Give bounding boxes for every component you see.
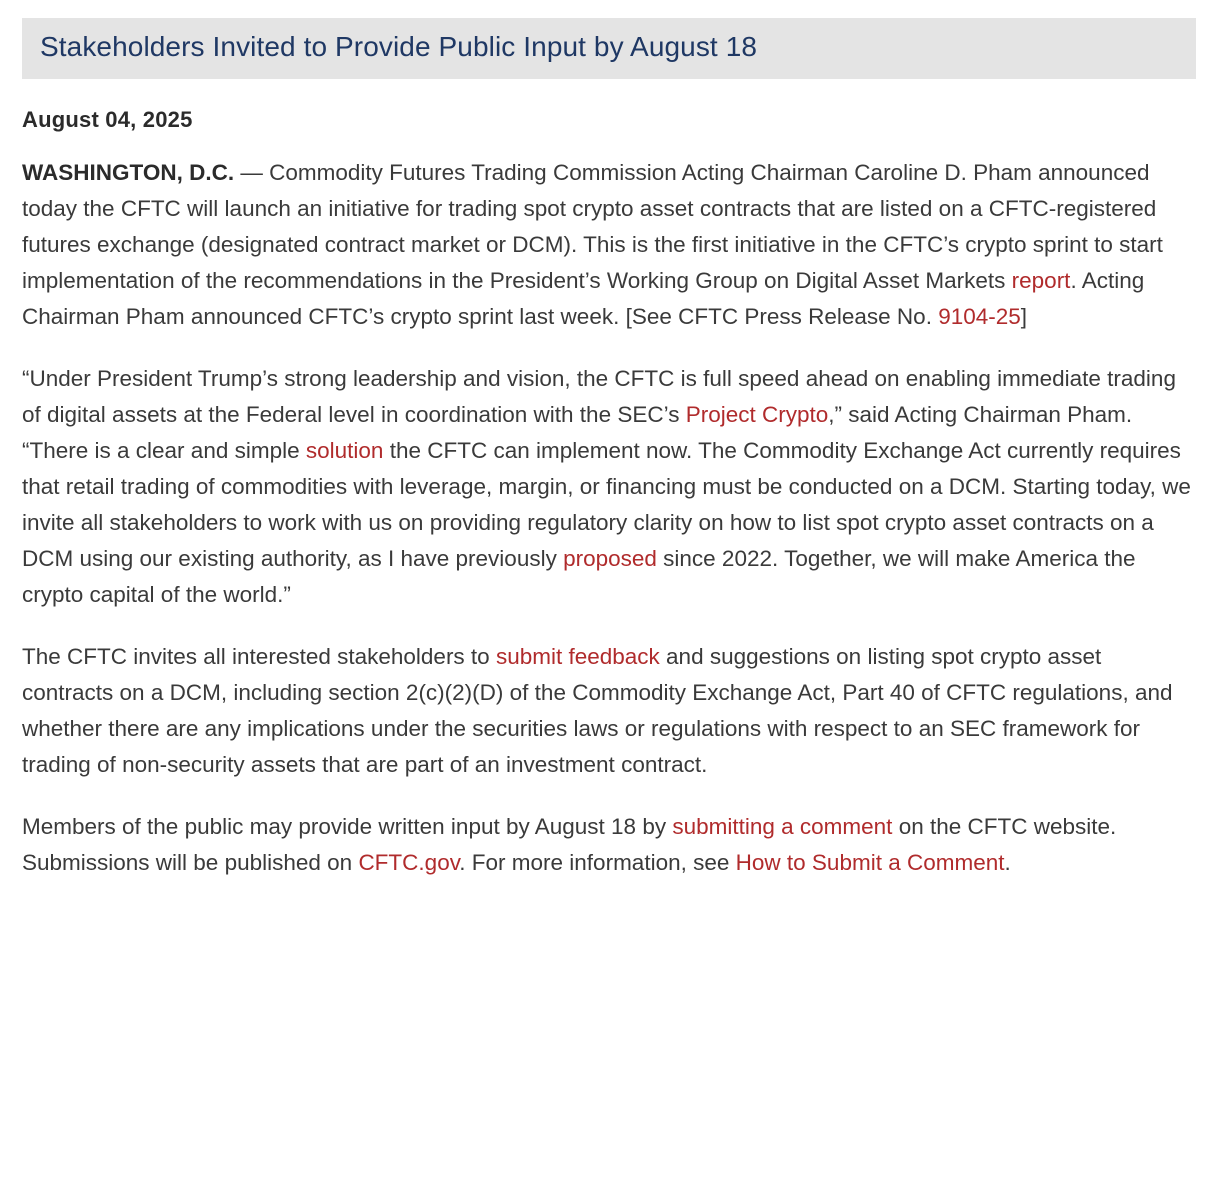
paragraph-3-text-a: The CFTC invites all interested stakeholders to: [22, 643, 496, 669]
paragraph-1: [22, 155, 1196, 335]
paragraph-4: [22, 809, 1196, 881]
paragraph-2-text-c: the CFTC can implement now. The Commodity Exchange Act currently requires that retail trading of commodities with leverage, margin, or financing must be conducted on a DCM. Starting today, we invite all stakeholders to work with us on providing regulatory clarity on how to list spot crypto asset contracts on a DCM using our existing authority, as I have previously: [22, 437, 1191, 571]
dateline: WASHINGTON, D.C.: [22, 159, 235, 185]
press-release-page: [0, 18, 1218, 901]
submit-feedback-link[interactable]: submit feedback: [495, 643, 660, 669]
subtitle-banner: [22, 18, 1196, 79]
paragraph-4-text-d: .: [1004, 849, 1011, 875]
paragraph-1-text-c: ]: [1020, 303, 1028, 329]
page-subtitle: Stakeholders Invited to Provide Public Input by August 18: [40, 31, 758, 62]
paragraph-2-text-d: since 2022. Together, we will make America the crypto capital of the world.”: [22, 545, 1136, 607]
paragraph-2: [22, 361, 1196, 613]
report-link[interactable]: report: [1011, 267, 1071, 293]
paragraph-1-text-b: . Acting Chairman Pham announced CFTC’s crypto sprint last week. [See CFTC Press Release No.: [22, 267, 1145, 329]
paragraph-2-text-b: ,” said Acting Chairman Pham. “There is a clear and simple: [22, 401, 1133, 463]
project-crypto-link[interactable]: Project Crypto: [685, 401, 829, 427]
paragraph-4-text-c: . For more information, see: [459, 849, 736, 875]
paragraph-3: [22, 639, 1196, 783]
paragraph-4-text-b: on the CFTC website. Submissions will be published on: [22, 813, 1117, 875]
paragraph-1-text-a: — Commodity Futures Trading Commission Acting Chairman Caroline D. Pham announced today the CFTC will launch an initiative for trading spot crypto asset contracts that are listed on a CFTC-registered futures exchange (designated contract market or DCM). This is the first initiative in the CFTC’s crypto sprint to start implementation of the recommendations in the President’s Working Group on Digital Asset Markets: [22, 159, 1163, 293]
article-content: [0, 107, 1218, 901]
paragraph-4-text-a: Members of the public may provide written input by August 18 by: [22, 813, 673, 839]
how-to-submit-a-comment-link[interactable]: How to Submit a Comment: [735, 849, 1005, 875]
proposed-link[interactable]: proposed: [563, 545, 657, 571]
paragraph-2-text-a: “Under President Trump’s strong leadership and vision, the CFTC is full speed ahead on enabling immediate trading of digital assets at the Federal level in coordination with the SEC’s: [22, 365, 1176, 427]
cftc-gov-link[interactable]: CFTC.gov: [358, 849, 460, 875]
submitting-a-comment-link[interactable]: submitting a comment: [672, 813, 893, 839]
solution-link[interactable]: solution: [305, 437, 384, 463]
release-date: August 04, 2025: [22, 106, 193, 132]
press-release-number-link[interactable]: 9104-25: [938, 303, 1021, 329]
paragraph-3-text-b: and suggestions on listing spot crypto asset contracts on a DCM, including section 2(c)(2)(D) of the Commodity Exchange Act, Part 40 of CFTC regulations, and whether there are any implications under the securities laws or regulations with respect to an SEC framework for trading of non-security assets that are part of an investment contract.: [22, 643, 1173, 777]
